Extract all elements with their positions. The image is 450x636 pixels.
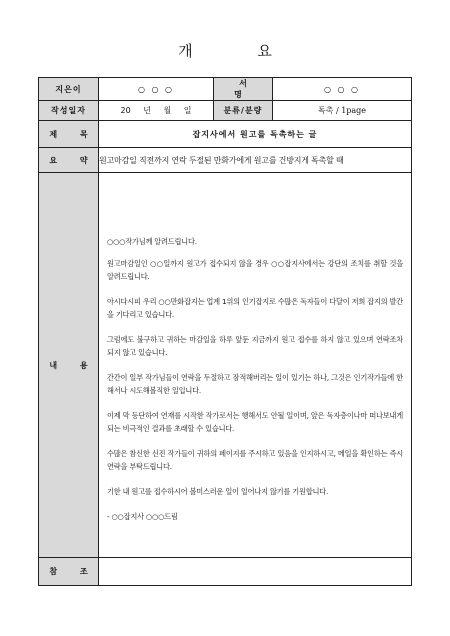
subject-value[interactable]: 잡지사에서 원고를 독촉하는 글 (99, 121, 412, 148)
subject-row (39, 121, 412, 148)
document-form-table (38, 77, 412, 586)
remarks-label: 참 조 (39, 558, 99, 586)
summary-label: 요 약 (39, 148, 99, 173)
category-label: 분류/분량 (214, 101, 273, 121)
summary-row (39, 148, 412, 173)
content-paragraph: 이제 막 등단하여 연재를 시작한 작가로서는 행해서도 안될 일이며, 앞은 독자층이나마 떠나보내게 되는 비극적인 결과를 초래할 수 있습니다. (107, 411, 403, 433)
content-label: 내 용 (39, 173, 99, 558)
remarks-value[interactable] (99, 558, 412, 586)
signature-value[interactable]: ○ ○ ○ (273, 78, 412, 101)
summary-value[interactable]: 원고마감일 직전까지 연락 두절된 만화가에게 원고를 건방지게 독촉할 때 (99, 148, 412, 173)
subject-label: 제 목 (39, 121, 99, 148)
author-value[interactable]: ○ ○ ○ (99, 78, 214, 101)
content-paragraph: 아시다시피 우리 ○○만화잡지는 업계 1위의 인기잡지로 수많은 독자들이 다달이 저희 잡지의 발간을 기다리고 있습니다. (107, 297, 403, 319)
author-label: 지은이 (39, 78, 99, 101)
content-paragraph: ○○○작가님께 알려드립니다. (107, 237, 197, 246)
date-label: 작성일자 (39, 101, 99, 121)
content-paragraph: 원고마감일인 ○○일까지 원고가 접수되지 않을 경우 ○○잡지사에서는 강단의 조치를 취할 것을 알려드립니다. (107, 259, 403, 281)
content-row (39, 173, 412, 558)
content-paragraph: 기한 내 원고를 접수하시어 볼미스러운 일이 일어나지 않기를 기원합니다. (107, 487, 329, 496)
content-paragraph: 수많은 참신한 신진 작가들이 귀하의 페이지를 주시하고 있음을 인지하시고, 메일을 확인하는 즉시 연락을 부탁드립니다. (107, 449, 403, 471)
content-paragraph: 그럼에도 불구하고 귀하는 마감일을 하루 앞둔 지금까지 원고 접수를 하지 않고 있으며 연락조차 되지 않고 있습니다. (107, 335, 403, 357)
content-paragraph: 간간이 일부 작가님들이 연락을 두절하고 잠적해버리는 일이 있기는 하나, 그것은 인기작가들에 한해서나 시도해볼직한 일입니다. (107, 373, 403, 395)
content-signoff: - ○○잡지사 ○○○드림 (107, 512, 178, 521)
content-value[interactable] (99, 173, 412, 558)
remarks-row (39, 558, 412, 586)
signature-label: 서 명 (214, 78, 273, 101)
author-row (39, 78, 412, 101)
date-value[interactable]: 20 년 월 일 (99, 101, 214, 121)
date-row (39, 101, 412, 121)
page-title: 개 요 (178, 42, 302, 60)
category-value[interactable]: 독촉 / 1page (273, 101, 412, 121)
content-body (99, 195, 411, 523)
